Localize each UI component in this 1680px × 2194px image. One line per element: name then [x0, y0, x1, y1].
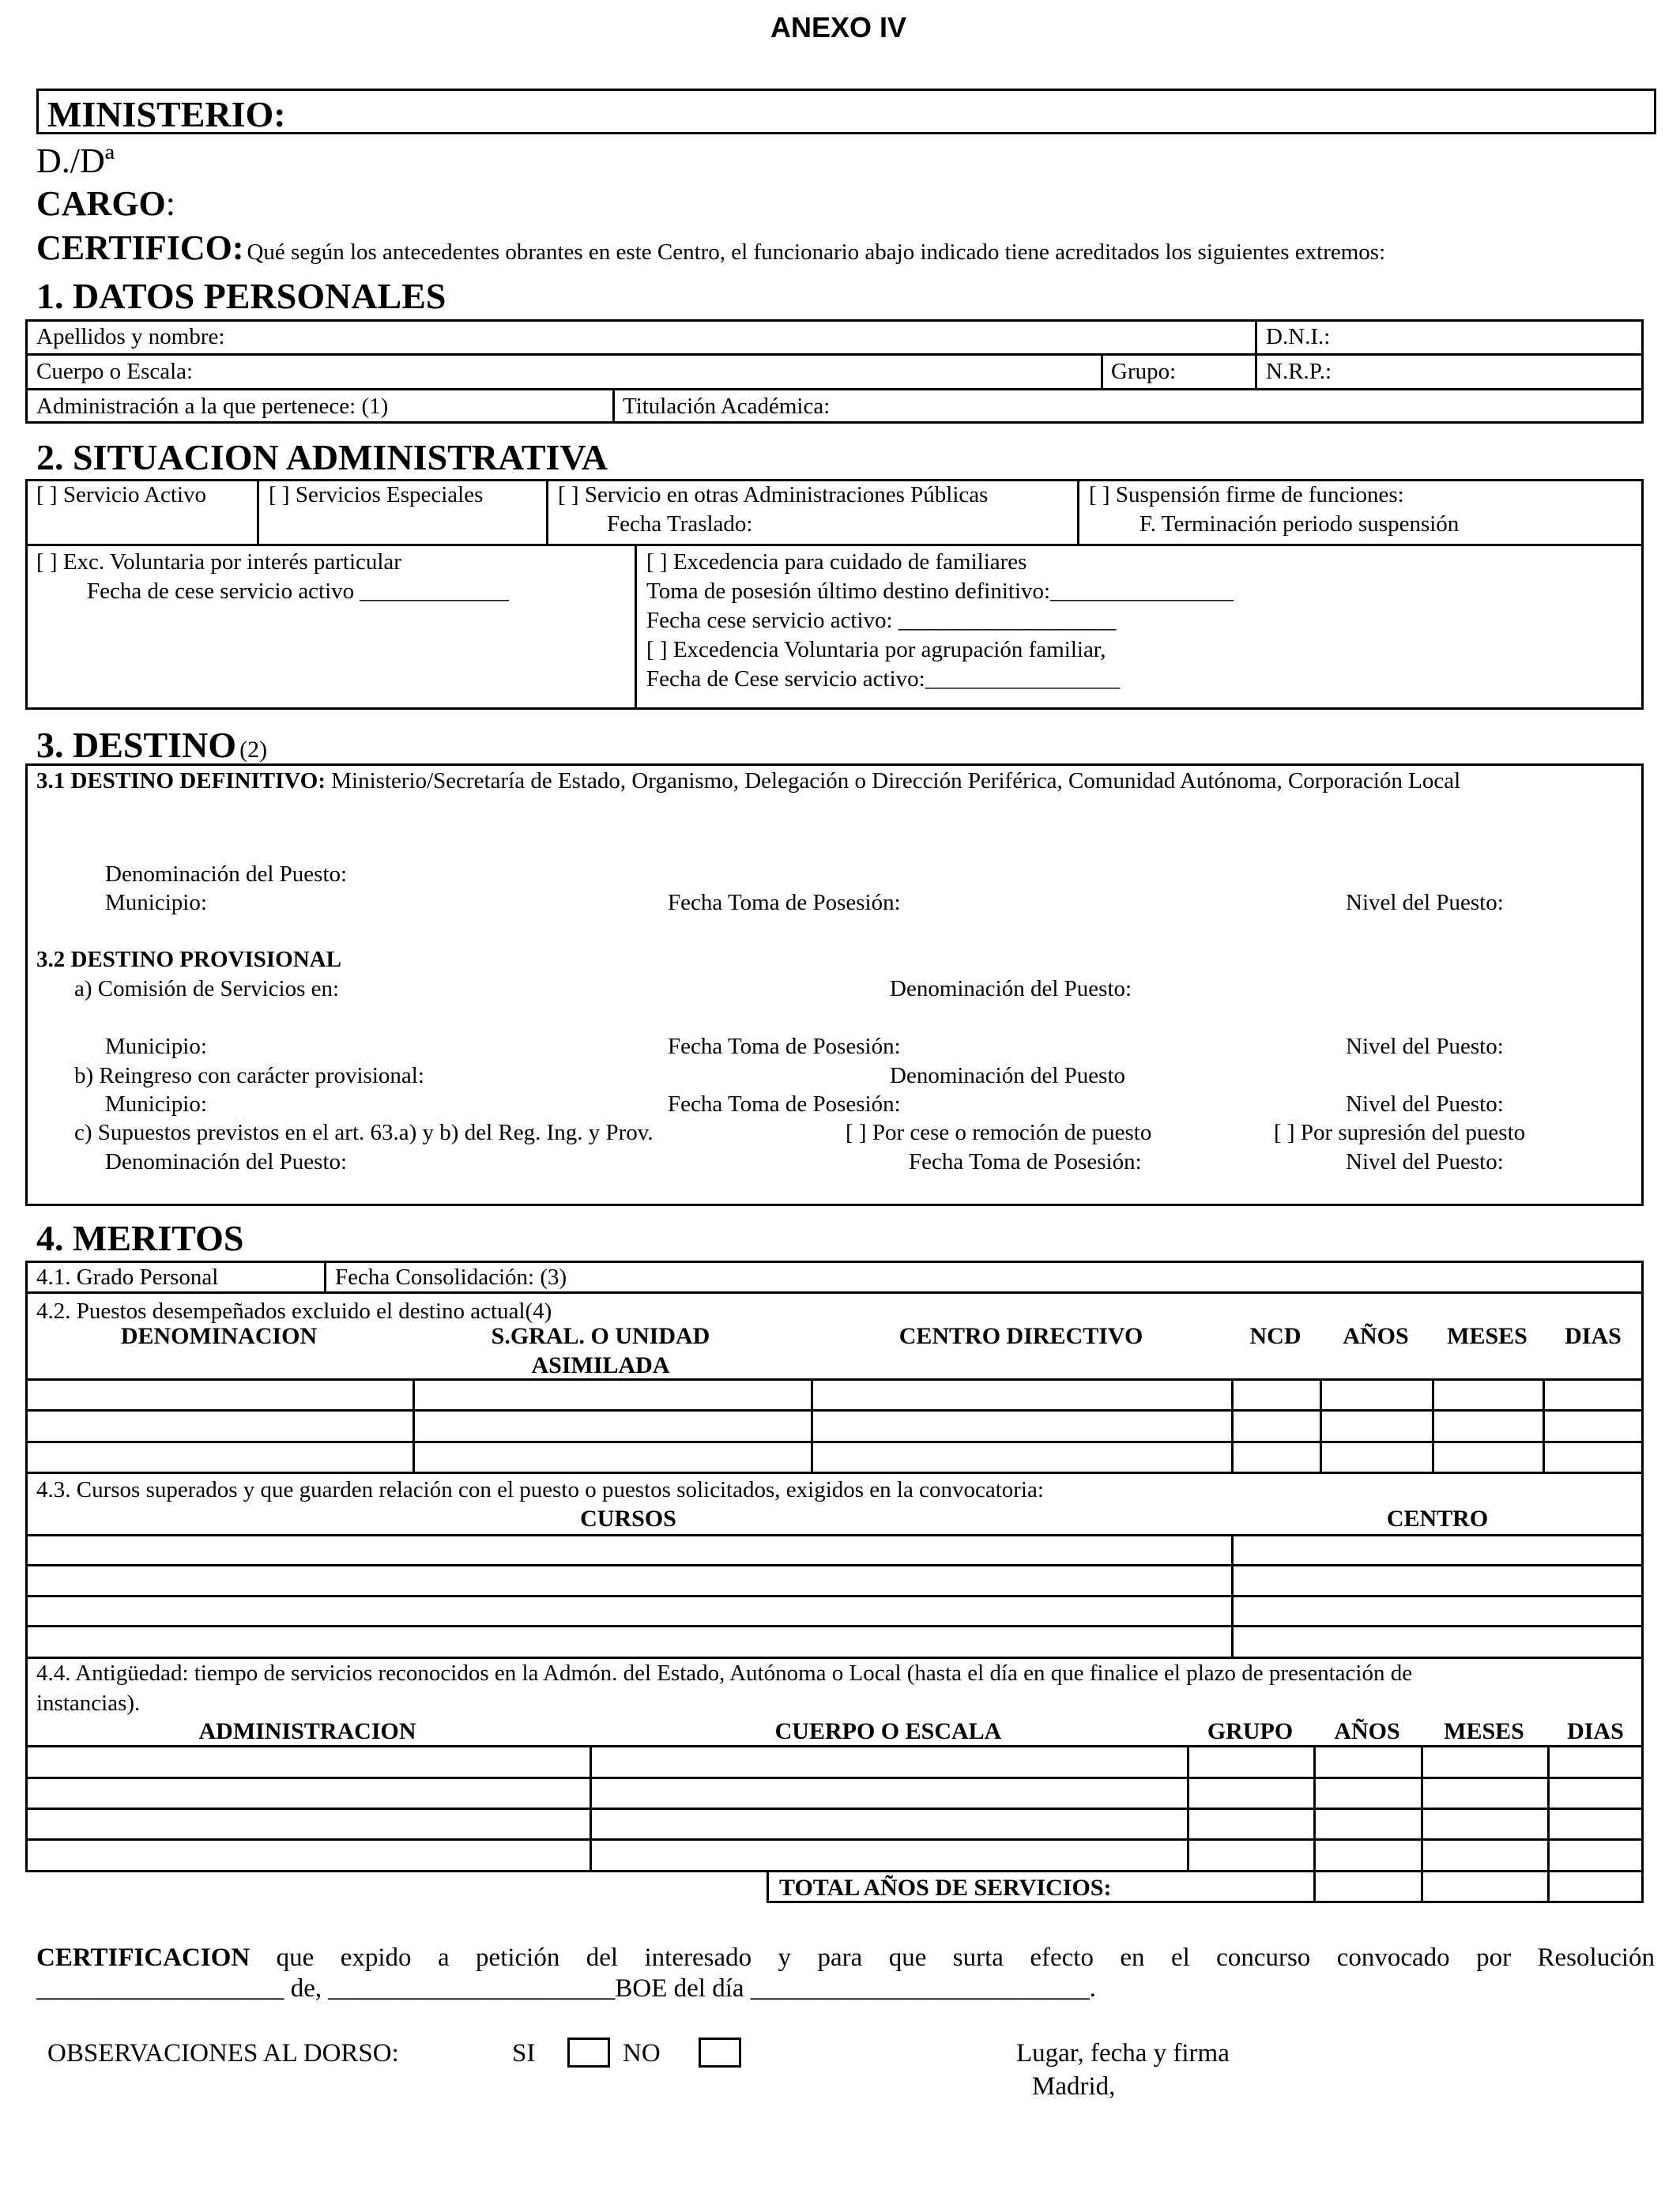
fecha-cese-servicio-field: Fecha de Cese servicio activo:_________________	[646, 666, 1121, 692]
cursos-intro: 4.3. Cursos superados y que guarden relación con el puesto o puestos solicitados, exigidos en la convocatoria:	[36, 1477, 1044, 1502]
cursos-col-cursos: CURSOS	[580, 1506, 676, 1532]
definitivo-text: Ministerio/Secretaría de Estado, Organismo, Delegación o Dirección Periférica, Comunidad Autónoma, Corporación Local	[331, 768, 1461, 794]
administracion-label: Administración a la que pertenece: (1)	[36, 394, 389, 419]
cargo-colon: :	[165, 184, 176, 223]
supresion-option[interactable]: [ ] Por supresión del puesto	[1274, 1120, 1526, 1145]
fecha-consolidacion-label: Fecha Consolidación: (3)	[335, 1265, 567, 1290]
a-nivel-label: Nivel del Puesto:	[1346, 1034, 1504, 1059]
apellidos-label: Apellidos y nombre:	[36, 324, 225, 349]
suspension-option[interactable]: [ ] Suspensión firme de funciones:	[1089, 482, 1404, 507]
a-denominacion-label: Denominación del Puesto:	[890, 976, 1132, 1001]
antig-col-meses: MESES	[1444, 1718, 1524, 1744]
c-nivel-label: Nivel del Puesto:	[1346, 1149, 1504, 1174]
provisional-label: 3.2 DESTINO PROVISIONAL	[36, 947, 341, 972]
b-fecha-toma-label: Fecha Toma de Posesión:	[668, 1091, 901, 1117]
si-label: SI	[512, 2039, 536, 2068]
total-label: TOTAL AÑOS DE SERVICIOS:	[779, 1875, 1112, 1901]
dni-label: D.N.I.:	[1266, 324, 1331, 349]
servicio-activo-option[interactable]: [ ] Servicio Activo	[36, 482, 207, 507]
certifico-row	[36, 228, 1385, 268]
lugar-fecha-firma: Lugar, fecha y firma	[1016, 2039, 1230, 2068]
toma-posesion-field: Toma de posesión último destino definitivo:________________	[646, 579, 1234, 604]
dda-label: D./Dª	[36, 141, 115, 180]
fecha-cese-field: Fecha de cese servicio activo _____________	[87, 579, 509, 604]
antig-col-anos: AÑOS	[1334, 1718, 1400, 1744]
puestos-col-denominacion: DENOMINACION	[120, 1323, 318, 1349]
cese-remocion-option[interactable]: [ ] Por cese o remoción de puesto	[846, 1120, 1152, 1145]
cargo-label: CARGO	[36, 184, 166, 223]
exc-agrupacion-option[interactable]: [ ] Excedencia Voluntaria por agrupación familiar,	[646, 637, 1106, 662]
fecha-cese-activo-field: Fecha cese servicio activo: ___________________	[646, 608, 1117, 633]
grupo-label: Grupo:	[1111, 359, 1177, 384]
section4-title: 4. MERITOS	[36, 1218, 244, 1258]
section3-note: (2)	[239, 737, 268, 763]
annex-title: ANEXO IV	[770, 11, 907, 43]
def-nivel-label: Nivel del Puesto:	[1346, 890, 1504, 915]
certificacion-label: CERTIFICACION	[36, 1943, 250, 1972]
observaciones-label: OBSERVACIONES AL DORSO:	[47, 2039, 399, 2068]
certifico-label: CERTIFICO:	[36, 228, 244, 267]
puestos-col-anos: AÑOS	[1343, 1323, 1409, 1349]
servicios-especiales-option[interactable]: [ ] Servicios Especiales	[269, 482, 484, 507]
madrid-label: Madrid,	[1032, 2072, 1116, 2101]
si-checkbox[interactable]	[567, 2038, 610, 2068]
cuerpo-label: Cuerpo o Escala:	[36, 359, 194, 384]
titulacion-label: Titulación Académica:	[623, 394, 831, 419]
section1-title: 1. DATOS PERSONALES	[36, 276, 446, 316]
cargo-row	[36, 183, 175, 224]
antig-col-grupo: GRUPO	[1207, 1718, 1294, 1744]
puestos-col-dias: DIAS	[1565, 1323, 1622, 1349]
no-label: NO	[623, 2039, 661, 2068]
comision-label: a) Comisión de Servicios en:	[74, 976, 340, 1001]
grado-row	[25, 1261, 1644, 1294]
exc-voluntaria-option[interactable]: [ ] Exc. Voluntaria por interés particular	[36, 549, 401, 575]
definitivo-row	[36, 770, 1460, 793]
puestos-col-ncd: NCD	[1249, 1323, 1301, 1349]
c-denominacion-label: Denominación del Puesto:	[105, 1149, 348, 1174]
antiguedad-line2: instancias).	[36, 1691, 141, 1716]
section2-title: 2. SITUACION ADMINISTRATIVA	[36, 437, 608, 477]
a-municipio-label: Municipio:	[105, 1034, 207, 1059]
puestos-col-meses: MESES	[1447, 1323, 1527, 1349]
def-fecha-toma-label: Fecha Toma de Posesión:	[668, 890, 901, 915]
cursos-col-centro: CENTRO	[1386, 1506, 1489, 1532]
antig-col-cuerpo: CUERPO O ESCALA	[774, 1718, 1002, 1744]
b-municipio-label: Municipio:	[105, 1091, 207, 1117]
nrp-label: N.R.P.:	[1266, 359, 1332, 384]
antiguedad-line1: 4.4. Antigüedad: tiempo de servicios reconocidos en la Admón. del Estado, Autónoma o Local (hasta el día en que finalice el plazo de presentación de	[36, 1661, 1413, 1686]
supuestos-label: c) Supuestos previstos en el art. 63.a) y b) del Reg. Ing. y Prov.	[74, 1120, 654, 1145]
section3-title: 3. DESTINO	[36, 725, 237, 765]
antig-col-dias: DIAS	[1567, 1718, 1624, 1744]
terminacion-label: F. Terminación periodo suspensión	[1139, 511, 1460, 537]
certificacion-line2: ___________________ de, ______________________BOE del día __________________________.	[36, 1974, 1097, 2003]
certifico-text: Qué según los antecedentes obrantes en este Centro, el funcionario abajo indicado tiene acreditados los siguientes extremos:	[247, 239, 1386, 265]
c-fecha-toma-label: Fecha Toma de Posesión:	[909, 1149, 1142, 1174]
section3-title-row	[36, 724, 267, 766]
exc-cuidado-option[interactable]: [ ] Excedencia para cuidado de familiares	[646, 549, 1027, 575]
antig-col-administracion: ADMINISTRACION	[198, 1718, 416, 1744]
b-denominacion-label: Denominación del Puesto	[890, 1063, 1126, 1088]
definitivo-label: 3.1 DESTINO DEFINITIVO:	[36, 768, 326, 794]
fecha-traslado-label: Fecha Traslado:	[607, 511, 753, 537]
puestos-intro: 4.2. Puestos desempeñados excluido el destino actual(4)	[36, 1299, 552, 1324]
grado-label: 4.1. Grado Personal	[36, 1265, 219, 1290]
certificacion-paragraph	[36, 1941, 1655, 1974]
def-municipio-label: Municipio:	[105, 890, 207, 915]
def-denominacion-label: Denominación del Puesto:	[105, 861, 348, 887]
ministerio-label: MINISTERIO:	[47, 94, 286, 134]
certificacion-line1: que expido a petición del interesado y para que surta efecto en el concurso convocado por Resolución	[276, 1943, 1656, 1972]
reingreso-label: b) Reingreso con carácter provisional:	[74, 1063, 424, 1088]
puestos-col-sgral: S.GRAL. O UNIDAD ASIMILADA	[491, 1323, 710, 1378]
b-nivel-label: Nivel del Puesto:	[1346, 1091, 1504, 1117]
puestos-col-centro: CENTRO DIRECTIVO	[898, 1323, 1143, 1349]
no-checkbox[interactable]	[699, 2038, 741, 2068]
otras-administraciones-option[interactable]: [ ] Servicio en otras Administraciones Públicas	[558, 482, 989, 507]
a-fecha-toma-label: Fecha Toma de Posesión:	[668, 1034, 901, 1059]
